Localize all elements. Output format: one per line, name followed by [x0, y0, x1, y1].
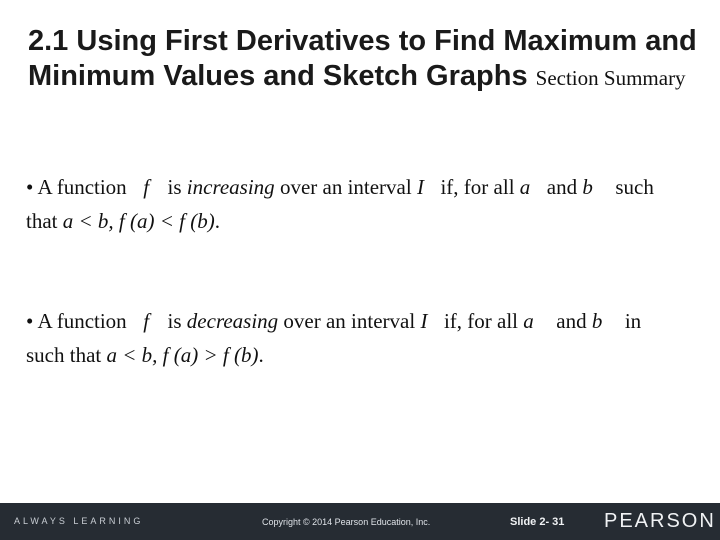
bullet-text: • A function — [26, 309, 127, 333]
increasing-definition — [26, 170, 706, 238]
slide-title-text: 2.1 Using First Derivatives to Find Maximum and Minimum Values and Sketch Graphs — [28, 25, 697, 92]
slide-title — [28, 24, 708, 96]
math-f: f — [143, 175, 150, 199]
interval-text: over an interval — [283, 309, 416, 333]
bullet-text: • A function — [26, 175, 127, 199]
increasing-term: increasing — [186, 175, 275, 199]
in-text: in — [624, 309, 642, 333]
math-b: b — [582, 175, 593, 199]
and-text: and — [546, 175, 578, 199]
period: . — [258, 343, 264, 367]
decreasing-term: decreasing — [186, 309, 279, 333]
is-text: is — [167, 175, 182, 199]
slide-number: Slide 2- 31 — [510, 516, 565, 528]
if-for-all-text: if, for all — [440, 175, 515, 199]
footer-tagline: ALWAYS LEARNING — [14, 516, 144, 526]
math-interval-I: I — [420, 309, 428, 333]
math-a: a — [519, 175, 531, 199]
interval-text: over an interval — [279, 175, 412, 199]
math-condition: a < b, f (a) > f (b) — [106, 343, 259, 367]
and-text: and — [556, 309, 587, 333]
footer-copyright: Copyright © 2014 Pearson Education, Inc. — [262, 517, 431, 527]
pearson-logo: PEARSON — [604, 510, 716, 532]
math-a: a — [523, 309, 534, 333]
such-text: such — [615, 175, 654, 199]
footer-bar — [0, 503, 720, 540]
slide-subtitle: Section Summary — [535, 66, 686, 90]
such-that-text: such that — [26, 343, 102, 367]
decreasing-definition — [26, 304, 706, 372]
math-f: f — [143, 309, 150, 333]
if-for-all-text: if, for all — [443, 309, 519, 333]
is-text: is — [167, 309, 182, 333]
math-interval-I: I — [416, 175, 424, 199]
that-text: that — [26, 209, 58, 233]
period: . — [214, 209, 220, 233]
math-condition: a < b, f (a) < f (b) — [62, 209, 215, 233]
math-b: b — [591, 309, 603, 333]
